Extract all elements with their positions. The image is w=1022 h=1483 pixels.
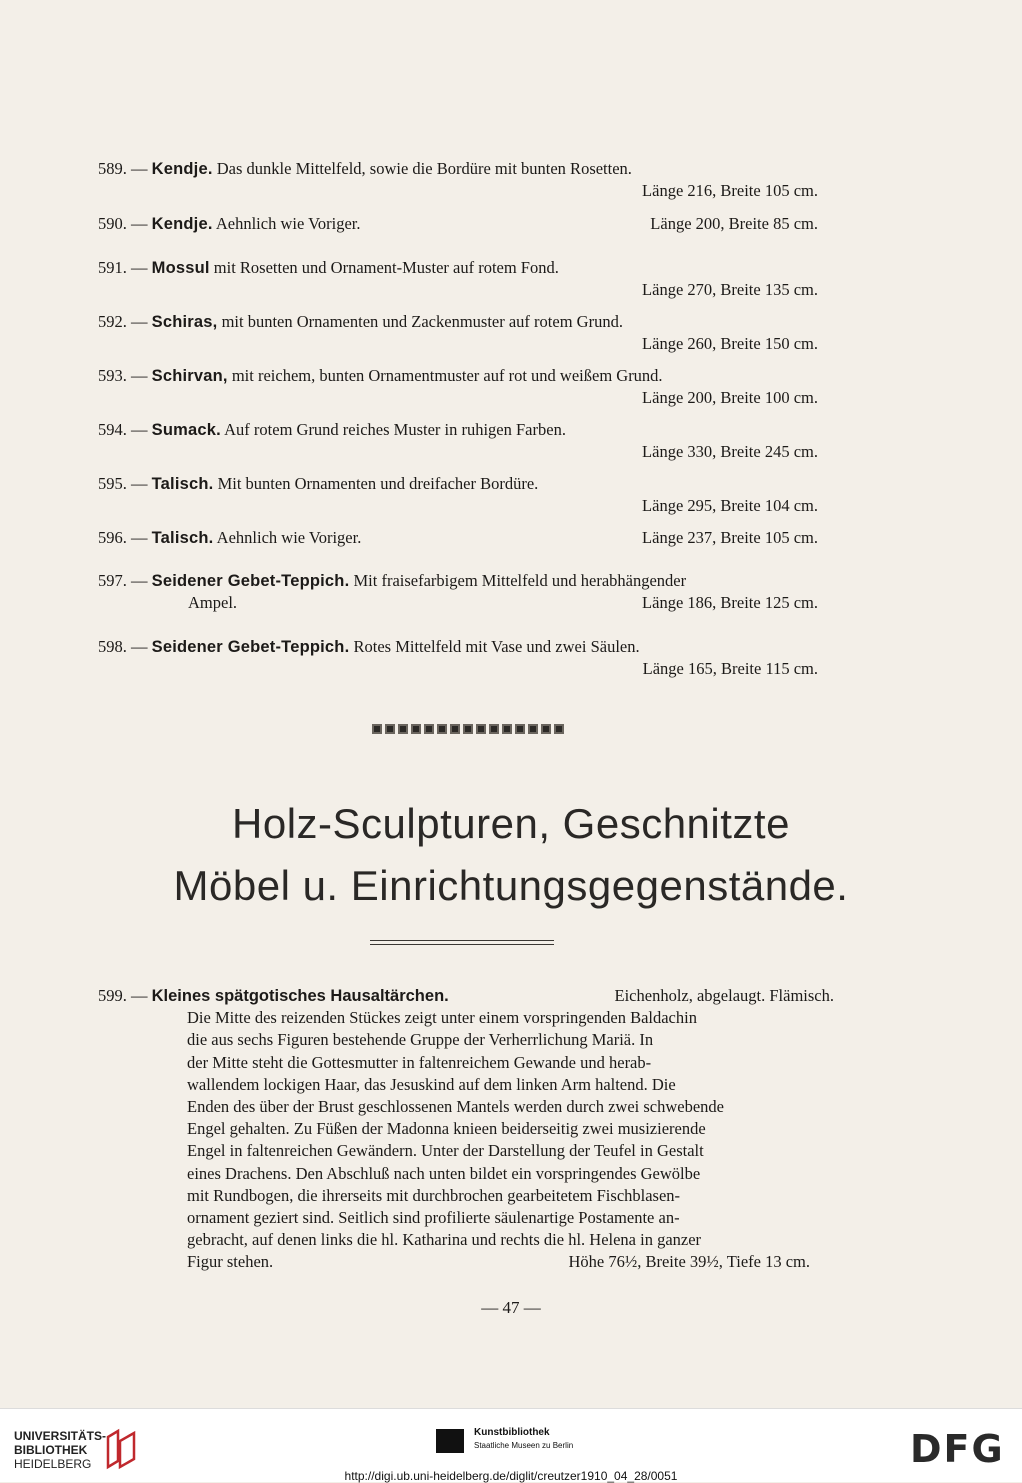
description-line: mit Rundbogen, die ihrerseits mit durchbrochen gearbeitetem Fischblasen- [187, 1185, 681, 1205]
entry-name: Kendje. [151, 160, 213, 178]
entry-name: Seidener Gebet-Teppich. [151, 638, 350, 656]
entry-dimensions: Länge 330, Breite 245 cm. [642, 442, 818, 461]
entry-dash: — [131, 637, 148, 656]
source-url[interactable]: http://digi.ub.uni-heidelberg.de/diglit/creutzer1910_04_28/0051 [344, 1469, 678, 1483]
ub-line-3: HEIDELBERG [14, 1457, 92, 1471]
entry-number: 589. [98, 159, 127, 178]
description-line: die aus sechs Figuren bestehende Gruppe der Verherrlichung Mariä. In [187, 1030, 654, 1050]
entry-number: 593. [98, 366, 127, 385]
entry-dimensions: Länge 186, Breite 125 cm. [642, 593, 818, 612]
entry-name: Mossul [151, 259, 210, 277]
entry-dash: — [131, 312, 148, 331]
catalog-entry-590 [98, 213, 838, 235]
entry-dimensions: Länge 295, Breite 104 cm. [642, 496, 818, 515]
catalog-entry-589 [98, 158, 838, 202]
entry-dash: — [131, 474, 148, 493]
entry-name: Kleines spätgotisches Hausaltärchen. [151, 987, 449, 1005]
entry-name: Schiras, [151, 313, 218, 331]
ub-line-1: UNIVERSITÄTS- [14, 1429, 107, 1443]
entry-name: Kendje. [151, 215, 213, 233]
entry-dimensions: Länge 165, Breite 115 cm. [642, 659, 818, 678]
entry-name: Schirvan, [151, 367, 228, 385]
catalog-entry-592 [98, 311, 838, 355]
catalog-entry-591 [98, 257, 838, 301]
entry-number: 596. [98, 528, 127, 547]
entry-number: 595. [98, 474, 127, 493]
description-line: ornament geziert sind. Seitlich sind profilierte säulenartige Postamente an- [187, 1208, 680, 1228]
catalog-entry-595 [98, 473, 838, 517]
entry-dimensions: Länge 270, Breite 135 cm. [642, 280, 818, 299]
dfg-logo: DFG [910, 1427, 1005, 1471]
entry-dash: — [131, 258, 148, 277]
entry-dash: — [131, 366, 148, 385]
page-number: — 47 — [481, 1298, 541, 1317]
entry-text: mit bunten Ornamenten und Zackenmuster auf rotem Grund. [221, 312, 623, 331]
entry-name: Seidener Gebet-Teppich. [151, 572, 350, 590]
digitization-footer [0, 1408, 1022, 1482]
ub-logo-icon [104, 1427, 140, 1471]
entry-number: 590. [98, 214, 127, 233]
entry-dimensions: Länge 216, Breite 105 cm. [642, 181, 818, 200]
entry-text: Mit fraisefarbigem Mittelfeld und herabhängender [353, 571, 687, 590]
entry-dash: — [131, 159, 148, 178]
entry-intro: Eichenholz, abgelaugt. Flämisch. [614, 986, 834, 1005]
entry-text: Auf rotem Grund reiches Muster in ruhigen Farben. [224, 420, 566, 439]
catalog-entry-597 [98, 570, 838, 614]
description-line: wallendem lockigen Haar, das Jesuskind auf dem linken Arm haltend. Die [187, 1074, 676, 1094]
entry-dash: — [131, 571, 148, 590]
description-line: eines Drachens. Den Abschluß nach unten bildet ein vorspringendes Gewölbe [187, 1163, 701, 1183]
entry-dash: — [131, 420, 148, 439]
entry-dimensions: Länge 200, Breite 100 cm. [642, 388, 818, 407]
section-heading-line1: Holz-Sculpturen, Geschnitzte [232, 800, 790, 847]
entry-number: 598. [98, 637, 127, 656]
ub-heidelberg-logo-text [14, 1429, 106, 1471]
entry-dimensions: Länge 200, Breite 85 cm. [650, 214, 818, 233]
entry-dash: — [131, 528, 148, 547]
entry-dash: — [131, 214, 148, 233]
description-line: Engel gehalten. Zu Füßen der Madonna knieen beiderseitig zwei musizierende [187, 1119, 706, 1139]
kunstbibliothek-icon [436, 1429, 464, 1453]
entry-text: Aehnlich wie Voriger. [215, 214, 361, 233]
entry-dimensions: Höhe 76½, Breite 39½, Tiefe 13 cm. [568, 1252, 810, 1272]
entry-name: Talisch. [151, 529, 214, 547]
catalog-entry-598 [98, 636, 838, 680]
entry-name: Sumack. [151, 421, 221, 439]
entry-text: mit Rosetten und Ornament-Muster auf rotem Fond. [213, 258, 559, 277]
entry-text: mit reichem, bunten Ornamentmuster auf rot und weißem Grund. [231, 366, 663, 385]
description-last-line: Figur stehen. [187, 1252, 274, 1272]
entry-dash: — [131, 986, 148, 1005]
entry-text: Das dunkle Mittelfeld, sowie die Bordüre mit bunten Rosetten. [216, 159, 632, 178]
entry-number: 591. [98, 258, 127, 277]
kb-title: Kunstbibliothek [474, 1427, 550, 1438]
entry-dimensions: Länge 237, Breite 105 cm. [642, 528, 818, 547]
description-line: Die Mitte des reizenden Stückes zeigt unter einem vorspringenden Baldachin [187, 1008, 697, 1028]
entry-number: 592. [98, 312, 127, 331]
entry-continuation: Ampel. [188, 593, 238, 612]
entry-number: 599. [98, 986, 127, 1005]
kb-subtitle: Staatliche Museen zu Berlin [474, 1441, 574, 1450]
description-line: der Mitte steht die Gottesmutter in faltenreichem Gewande und herab- [187, 1052, 652, 1072]
entry-number: 594. [98, 420, 127, 439]
entry-text: Rotes Mittelfeld mit Vase und zwei Säulen. [353, 637, 640, 656]
entry-text: Aehnlich wie Voriger. [216, 528, 362, 547]
catalog-entry-593 [98, 365, 838, 409]
description-line: Engel in faltenreichen Gewändern. Unter der Darstellung der Teufel in Gestalt [187, 1141, 704, 1161]
entry-description [98, 1007, 838, 1251]
section-heading-line2: Möbel u. Einrichtungsgegenstände. [173, 862, 849, 909]
ornament-divider [372, 724, 564, 734]
entry-number: 597. [98, 571, 127, 590]
description-line: gebracht, auf denen links die hl. Katharina und rechts die hl. Helena in ganzer [187, 1230, 702, 1250]
heading-rule [370, 940, 554, 941]
description-line: Enden des über der Brust geschlossenen Mantels werden durch zwei schwebende [187, 1097, 724, 1117]
entry-dimensions: Länge 260, Breite 150 cm. [642, 334, 818, 353]
catalog-entry-596 [98, 527, 838, 549]
entry-name: Talisch. [151, 475, 214, 493]
catalog-entry-594 [98, 419, 838, 463]
heading-rule [370, 944, 554, 945]
ub-line-2: BIBLIOTHEK [14, 1443, 88, 1457]
entry-text: Mit bunten Ornamenten und dreifacher Bordüre. [217, 474, 539, 493]
catalog-entry-599 [98, 985, 838, 1274]
